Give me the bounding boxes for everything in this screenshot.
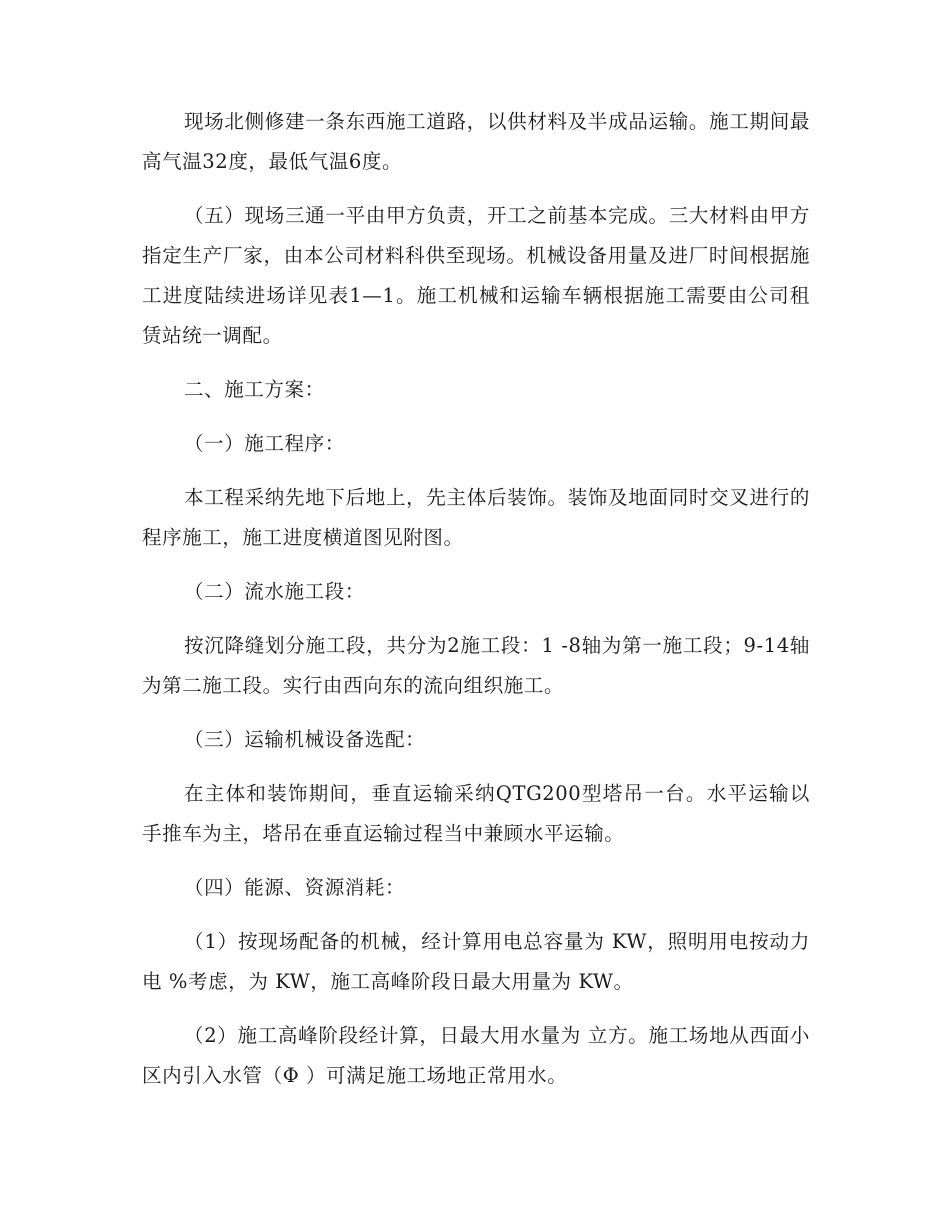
paragraph-transport-equipment: 在主体和装饰期间，垂直运输采纳QTG200型塔吊一台。水平运输以手推车为主，塔吊在垂直运输过程当中兼顾水平运输。	[142, 782, 810, 845]
paragraph-procedure: 本工程采纳先地下后地上，先主体后装饰。装饰及地面同时交叉进行的程序施工，施工进度横道图见附图。	[142, 486, 810, 549]
paragraph-flow-sections: 按沉降缝划分施工段，共分为2施工段：1 -8轴为第一施工段；9-14轴为第二施工段。实行由西向东的流向组织施工。	[142, 634, 810, 697]
paragraph-road-weather: 现场北侧修建一条东西施工道路，以供材料及半成品运输。施工期间最高气温32度，最低气温6度。	[142, 110, 810, 173]
heading-energy-resources: （四）能源、资源消耗：	[184, 876, 406, 899]
paragraph-water: （2）施工高峰阶段经计算，日最大用水量为 立方。施工场地从西面小区内引入水管（Φ ）可满足施工场地正常用水。	[142, 1024, 810, 1087]
heading-construction-plan: 二、施工方案：	[184, 378, 325, 401]
heading-flow-sections: （二）流水施工段：	[184, 580, 365, 603]
paragraph-electricity: （1）按现场配备的机械，经计算用电总容量为 KW，照明用电按动力电 %考虑，为 KW，施工高峰阶段日最大用量为 KW。	[142, 930, 810, 993]
paragraph-site-materials: （五）现场三通一平由甲方负责，开工之前基本完成。三大材料由甲方指定生产厂家，由本公司材料科供至现场。机械设备用量及进厂时间根据施工进度陆续进场详见表1—1。施工机械和运输车辆根据施工需要由公司租赁站统一调配。	[142, 204, 810, 347]
document-page	[142, 102, 810, 1096]
heading-transport-equipment: （三）运输机械设备选配：	[184, 728, 426, 751]
heading-construction-procedure: （一）施工程序：	[184, 432, 345, 455]
